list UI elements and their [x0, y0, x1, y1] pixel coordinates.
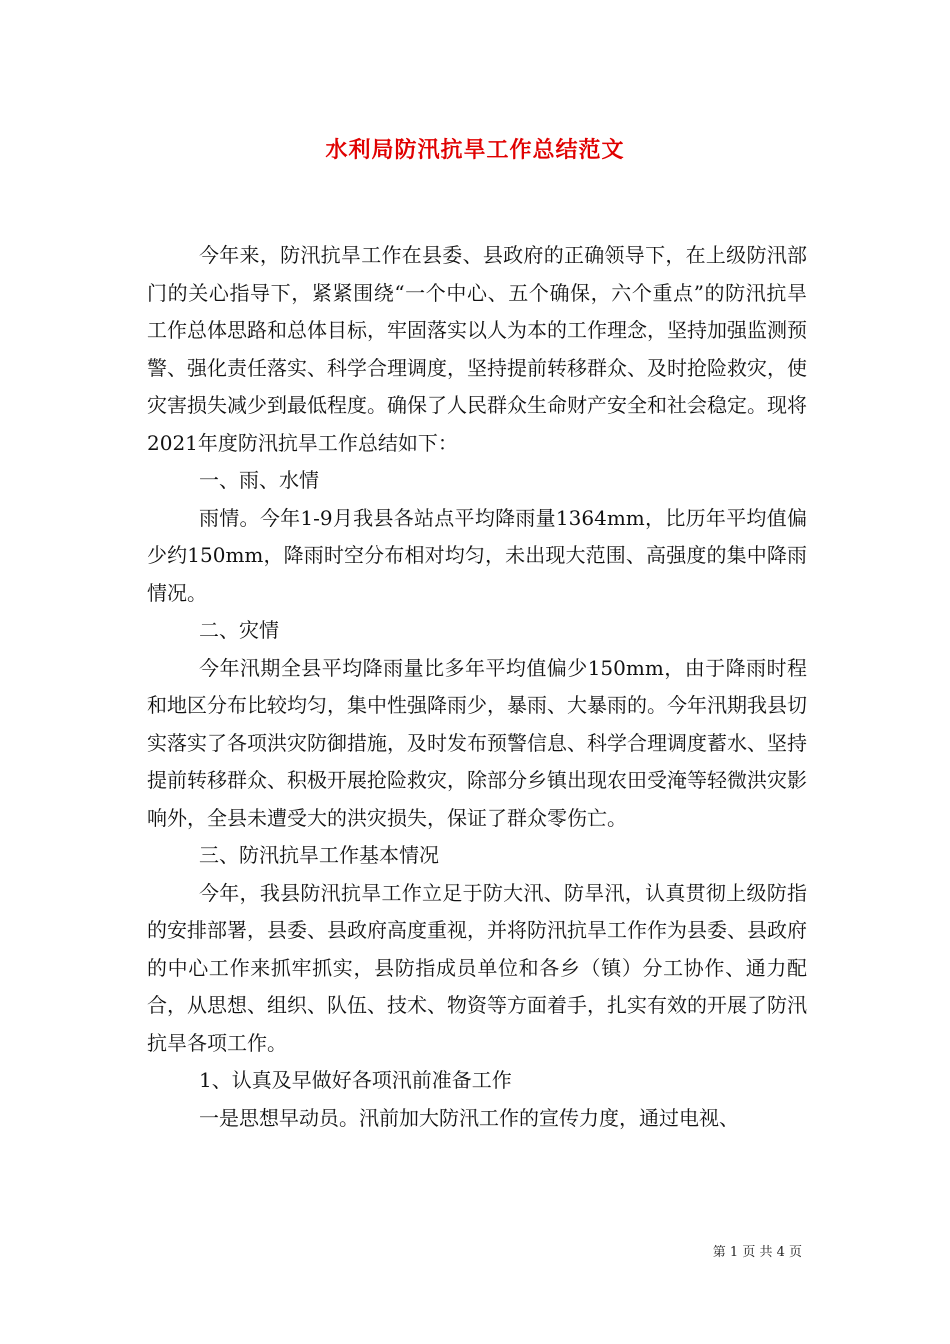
page-number: 第 1 页 共 4 页 — [712, 1245, 802, 1260]
paragraph-intro: 今年来，防汛抗旱工作在县委、县政府的正确领导下，在上级防汛部门的关心指导下，紧紧围绕“一个中心、五个确保，六个重点”的防汛抗旱工作总体思路和总体目标，牢固落实以人为本的工作理念，坚持加强监测预警、强化责任落实、科学合理调度，坚持提前转移群众、及时抢险救灾，使灾害损失减少到最低程度。确保了人民群众生命财产安全和社会稳定。现将2021年度防汛抗旱工作总结如下： — [147, 243, 807, 455]
subheading-preparation: 1、认真及早做好各项汛前准备工作 — [199, 1068, 512, 1092]
paragraph-basic-situation: 今年，我县防汛抗旱工作立足于防大汛、防旱汛，认真贯彻上级防指的安排部署，县委、县政府高度重视，并将防汛抗旱工作作为县委、县政府的中心工作来抓牢抓实，县防指成员单位和各乡（镇）分工协作、通力配合，从思想、组织、队伍、技术、物资等方面着手，扎实有效的开展了防汛抗旱各项工作。 — [147, 880, 807, 1055]
paragraph-disaster: 今年汛期全县平均降雨量比多年平均值偏少150mm，由于降雨时程和地区分布比较均匀，集中性强降雨少，暴雨、大暴雨的。今年汛期我县切实落实了各项洪灾防御措施，及时发布预警信息、科学合理调度蓄水、坚持提前转移群众、积极开展抢险救灾，除部分乡镇出现农田受淹等轻微洪灾影响外，全县未遭受大的洪灾损失，保证了群众零伤亡。 — [147, 655, 807, 830]
section-heading-basic-situation: 三、防汛抗旱工作基本情况 — [199, 843, 439, 867]
document-body — [147, 237, 807, 1137]
section-heading-disaster: 二、灾情 — [199, 618, 279, 642]
paragraph-mobilization: 一是思想早动员。汛前加大防汛工作的宣传力度，通过电视、 — [199, 1105, 739, 1130]
paragraph-rain: 雨情。今年1-9月我县各站点平均降雨量1364mm，比历年平均值偏少约150mm，降雨时空分布相对均匀，未出现大范围、高强度的集中降雨情况。 — [147, 505, 807, 605]
section-heading-rain-water: 一、雨、水情 — [199, 468, 319, 492]
document-title: 水利局防汛抗旱工作总结范文 — [325, 137, 625, 163]
